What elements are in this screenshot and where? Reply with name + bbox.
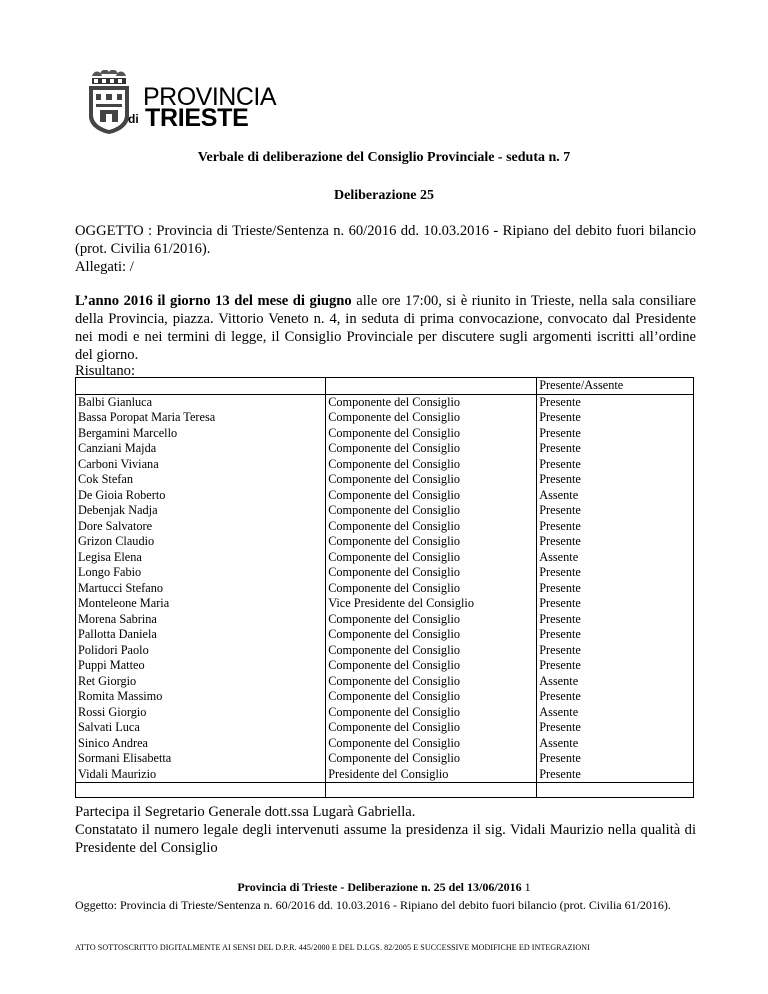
member-name: Puppi Matteo — [78, 658, 145, 672]
member-status: Presente — [539, 534, 581, 548]
member-role: Componente del Consiglio — [328, 410, 461, 424]
member-name: Longo Fabio — [78, 565, 142, 579]
member-role: Componente del Consiglio — [328, 580, 461, 595]
partecipa-text: Partecipa il Segretario Generale dott.ssa Lugarà Gabriella. — [75, 804, 416, 820]
verbale-title: Verbale di deliberazione del Consiglio Provinciale - seduta n. 7 — [197, 150, 571, 165]
deliberazione-title: Deliberazione 25 — [334, 188, 434, 203]
member-status: Presente — [539, 503, 581, 517]
empty-cell — [326, 783, 537, 798]
member-role: Componente del Consiglio — [328, 503, 461, 517]
member-status: Presente — [539, 751, 581, 765]
table-body-row — [76, 394, 694, 783]
constatato-text: Constatato il numero legale degli intervenuti assume la presidenza il sig. Vidali Maurizio nella qualità di Presidente del Consiglio — [75, 822, 696, 856]
member-status: Presente — [539, 472, 581, 486]
member-status: Presente — [539, 627, 581, 641]
member-status: Presente — [539, 766, 581, 781]
allegati-text: Allegati: / — [75, 259, 134, 275]
seduta-paragraph — [75, 292, 696, 364]
member-role: Componente del Consiglio — [328, 611, 461, 626]
member-status: Presente — [539, 410, 581, 424]
member-name: Morena Sabrina — [78, 611, 157, 626]
status-cell — [537, 394, 694, 783]
attendance-table — [75, 377, 694, 798]
member-role: Componente del Consiglio — [328, 735, 461, 750]
member-name: Monteleone Maria — [78, 596, 170, 610]
table-empty-row — [76, 783, 694, 798]
names-cell — [76, 394, 326, 783]
member-role: Presidente del Consiglio — [328, 766, 449, 781]
member-role: Componente del Consiglio — [328, 642, 461, 657]
member-name: Rossi Giorgio — [78, 704, 147, 719]
member-name: Debenjak Nadja — [78, 503, 158, 517]
risultano-label: Risultano: — [75, 363, 135, 379]
member-status: Presente — [539, 689, 581, 703]
member-status: Presente — [539, 518, 581, 533]
member-status: Presente — [539, 658, 581, 672]
member-status: Presente — [539, 565, 581, 579]
header-cell-role — [326, 378, 537, 395]
header-cell-name — [76, 378, 326, 395]
member-name: Sormani Elisabetta — [78, 751, 172, 765]
member-role: Componente del Consiglio — [328, 751, 461, 765]
member-name: Dore Salvatore — [78, 518, 153, 533]
member-name: Salvati Luca — [78, 720, 140, 734]
member-role: Componente del Consiglio — [328, 720, 461, 734]
member-name: De Gioia Roberto — [78, 487, 166, 502]
member-status: Assente — [539, 549, 579, 564]
member-name: Bassa Poropat Maria Teresa — [78, 410, 216, 424]
member-name: Carboni Viviana — [78, 456, 159, 471]
member-role: Componente del Consiglio — [328, 425, 461, 440]
footer-title-text: Provincia di Trieste - Deliberazione n. 25 del 13/06/2016 — [237, 880, 522, 894]
member-name: Martucci Stefano — [78, 580, 164, 595]
member-name: Ret Giorgio — [78, 673, 137, 688]
member-role: Componente del Consiglio — [328, 627, 461, 641]
member-name: Polidori Paolo — [78, 642, 149, 657]
member-status: Presente — [539, 720, 581, 734]
logo-text-trieste: TRIESTE — [145, 104, 249, 132]
header-cell-status: Presente/Assente — [537, 378, 694, 395]
member-status: Presente — [539, 425, 581, 440]
member-role: Componente del Consiglio — [328, 565, 461, 579]
member-status: Presente — [539, 611, 581, 626]
member-status: Assente — [539, 704, 579, 719]
footer-subject: Oggetto: Provincia di Trieste/Sentenza n. 60/2016 dd. 10.03.2016 - Ripiano del debito fuori bilancio (prot. Civilia 61/2016). — [75, 898, 671, 912]
empty-cell — [76, 783, 326, 798]
member-name: Canziani Majda — [78, 441, 157, 455]
member-status: Presente — [539, 642, 581, 657]
member-status: Assente — [539, 735, 579, 750]
logo-text-provincia: PROVINCIA — [143, 83, 277, 111]
member-status: Presente — [539, 580, 581, 595]
member-role: Componente del Consiglio — [328, 658, 461, 672]
member-role: Componente del Consiglio — [328, 487, 461, 502]
member-name: Pallotta Daniela — [78, 627, 157, 641]
empty-cell — [537, 783, 694, 798]
member-role: Componente del Consiglio — [328, 472, 461, 486]
member-name: Legisa Elena — [78, 549, 142, 564]
closing-section — [75, 803, 696, 857]
roles-cell — [326, 394, 537, 783]
member-name: Bergamini Marcello — [78, 425, 178, 440]
footer-page-number: 1 — [521, 880, 531, 894]
member-role: Componente del Consiglio — [328, 689, 461, 703]
member-role: Componente del Consiglio — [328, 534, 461, 548]
member-role: Componente del Consiglio — [328, 518, 461, 533]
seduta-intro: L’anno 2016 il giorno 13 del mese di giugno — [75, 293, 352, 309]
member-name: Balbi Gianluca — [78, 394, 153, 409]
table-header-row — [76, 378, 694, 395]
member-name: Romita Massimo — [78, 689, 163, 703]
footer-title — [0, 880, 768, 895]
member-role: Componente del Consiglio — [328, 394, 461, 409]
member-name: Vidali Maurizio — [78, 766, 157, 781]
member-role: Componente del Consiglio — [328, 704, 461, 719]
member-role: Componente del Consiglio — [328, 441, 461, 455]
member-name: Cok Stefan — [78, 472, 133, 486]
oggetto-text: OGGETTO : Provincia di Trieste/Sentenza n. 60/2016 dd. 10.03.2016 - Ripiano del debito fuori bilancio (prot. Civilia 61/2016). — [75, 223, 696, 257]
member-status: Presente — [539, 394, 581, 409]
member-role: Componente del Consiglio — [328, 673, 461, 688]
footer-legal-notice: ATTO SOTTOSCRITTO DIGITALMENTE AI SENSI DEL D.P.R. 445/2000 E DEL D.LGS. 82/2005 E SUCCESSIVE MODIFICHE ED INTEGRAZIONI — [75, 943, 590, 952]
member-name: Grizon Claudio — [78, 534, 155, 548]
member-role: Componente del Consiglio — [328, 456, 461, 471]
member-status: Presente — [539, 596, 581, 610]
member-name: Sinico Andrea — [78, 735, 149, 750]
seduta-body: alle ore 17:00, si è riunito in Trieste, nella sala consiliare della Provincia, piazza. Vittorio Veneto n. 4, in seduta di prima convocazione, convocato dal Presidente nei modi e nei termini di legge, il Consiglio Provinciale per discutere sugli argomenti iscritti all’ordine del giorno. — [75, 293, 696, 363]
logo-text-di: di — [128, 112, 139, 126]
member-role: Vice Presidente del Consiglio — [328, 596, 474, 610]
member-status: Presente — [539, 456, 581, 471]
member-status: Presente — [539, 441, 581, 455]
member-role: Componente del Consiglio — [328, 549, 461, 564]
member-status: Assente — [539, 673, 579, 688]
member-status: Assente — [539, 487, 579, 502]
oggetto-section — [75, 222, 696, 276]
